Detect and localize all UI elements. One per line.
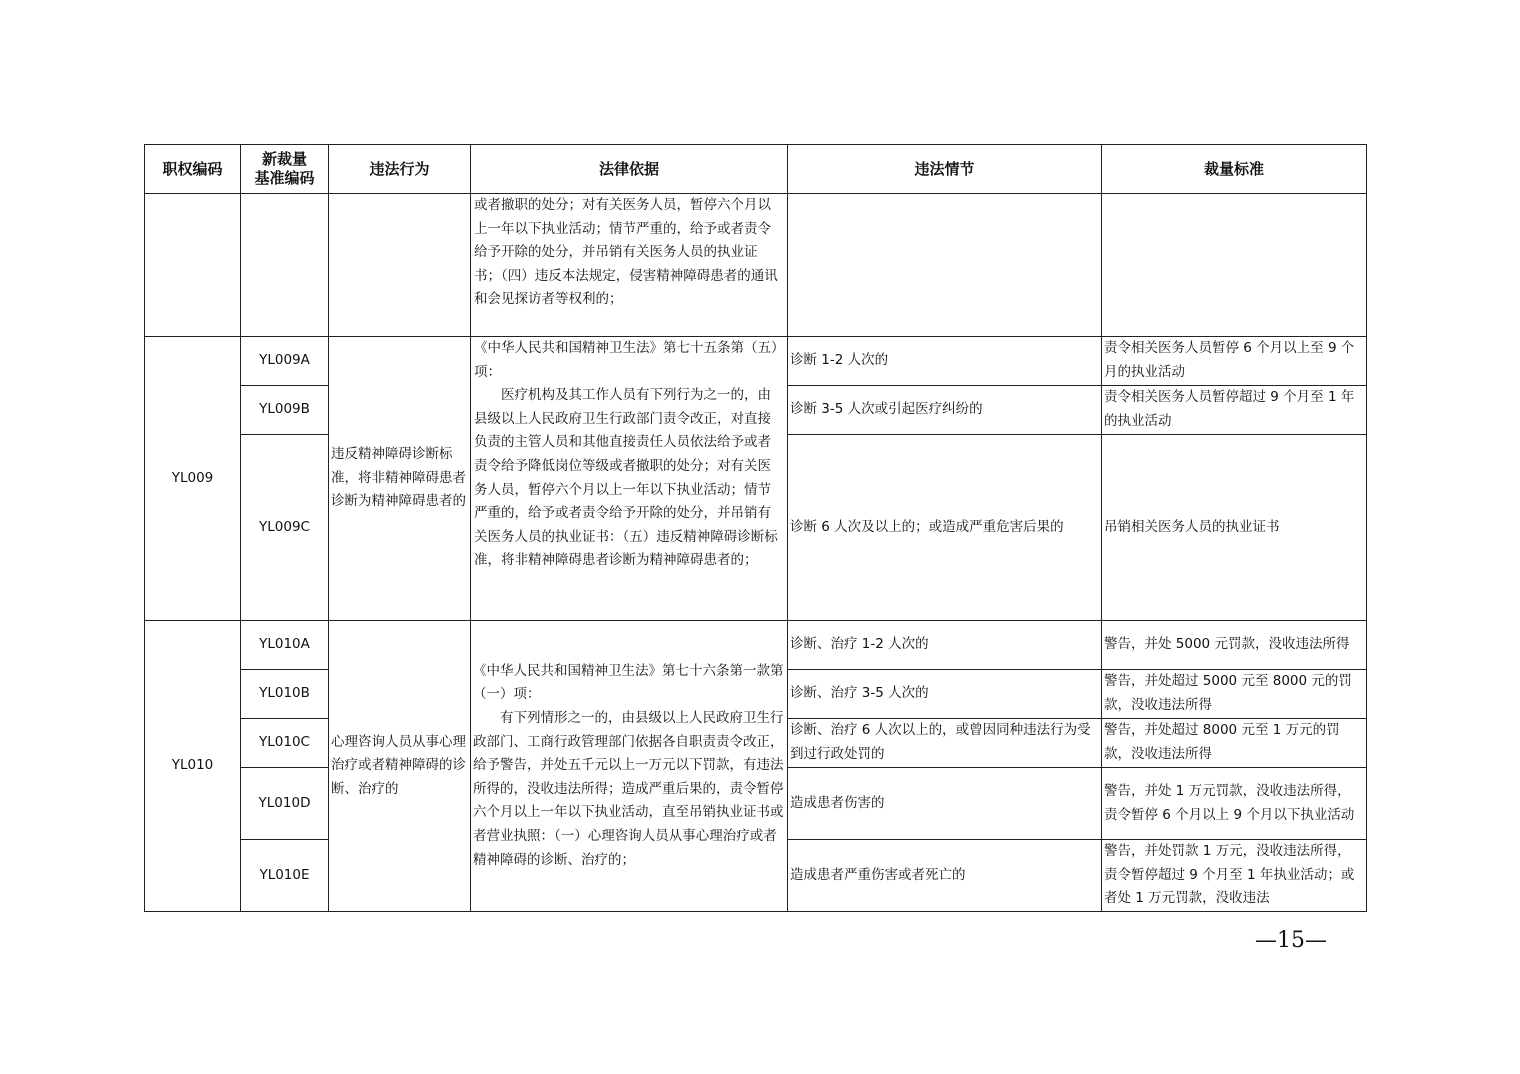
circumstance-cell: 诊断、治疗 3-5 人次的 <box>788 670 1102 719</box>
legal-basis-cell <box>471 337 788 621</box>
circumstance-cell: 诊断 3-5 人次或引起医疗纠纷的 <box>788 386 1102 435</box>
standard-cell: 警告，并处超过 8000 元至 1 万元的罚款，没收违法所得 <box>1102 719 1367 768</box>
circumstance-cell: 造成患者伤害的 <box>788 768 1102 840</box>
standard-cell: 吊销相关医务人员的执业证书 <box>1102 435 1367 621</box>
circumstance-cell: 造成患者严重伤害或者死亡的 <box>788 840 1102 912</box>
table-row <box>145 621 1367 670</box>
authority-code-cell: YL010 <box>145 621 241 912</box>
violation-cell: 违反精神障碍诊断标准，将非精神障碍患者诊断为精神障碍患者的 <box>329 337 471 621</box>
baseline-code-cell: YL009B <box>241 386 329 435</box>
legal-basis-cell <box>471 621 788 912</box>
authority-code-cell: YL009 <box>145 337 241 621</box>
page-number: —15— <box>1255 928 1327 953</box>
header-baseline-code-line1: 新裁量 <box>261 150 307 168</box>
baseline-code-cell: YL010E <box>241 840 329 912</box>
baseline-code-cell: YL009C <box>241 435 329 621</box>
continuation-row <box>145 194 1367 337</box>
circumstance-cell <box>788 194 1102 337</box>
legal-basis-body: 有下列情形之一的，由县级以上人民政府卫生行政部门、工商行政管理部门依据各自职责责令改正，给予警告，并处五千元以上一万元以下罚款，有违法所得的，没收违法所得；造成严重后果的，责令暂停六个月以上一年以下执业活动，直至吊销执业证书或者营业执照：（一）心理咨询人员从事心理治疗或者精神障碍的诊断、治疗的； <box>473 710 784 868</box>
baseline-code-cell: YL010D <box>241 768 329 840</box>
header-circumstance: 违法情节 <box>788 145 1102 194</box>
header-standard: 裁量标准 <box>1102 145 1367 194</box>
legal-basis-cell <box>471 194 788 337</box>
baseline-code-cell: YL010B <box>241 670 329 719</box>
standard-cell: 警告，并处超过 5000 元至 8000 元的罚款，没收违法所得 <box>1102 670 1367 719</box>
header-violation: 违法行为 <box>329 145 471 194</box>
baseline-code-cell: YL010A <box>241 621 329 670</box>
circumstance-cell: 诊断 6 人次及以上的；或造成严重危害后果的 <box>788 435 1102 621</box>
header-baseline-code <box>241 145 329 194</box>
standard-cell: 责令相关医务人员暂停 6 个月以上至 9 个月的执业活动 <box>1102 337 1367 386</box>
table-row <box>145 337 1367 386</box>
legal-basis-body: 医疗机构及其工作人员有下列行为之一的，由县级以上人民政府卫生行政部门责令改正，对直接负责的主管人员和其他直接责任人员依法给予或者责令给予降低岗位等级或者撤职的处分；对有关医务人员，暂停六个月以上一年以下执业活动；情节严重的，给予或者责令给予开除的处分，并吊销有关医务人员的执业证书：（五）违反精神障碍诊断标准，将非精神障碍患者诊断为精神障碍患者的； <box>474 387 778 569</box>
standard-cell: 责令相关医务人员暂停超过 9 个月至 1 年的执业活动 <box>1102 386 1367 435</box>
baseline-code-cell <box>241 194 329 337</box>
standard-cell: 警告，并处 5000 元罚款，没收违法所得 <box>1102 621 1367 670</box>
circumstance-cell: 诊断 1-2 人次的 <box>788 337 1102 386</box>
header-row <box>145 145 1367 194</box>
baseline-code-cell: YL010C <box>241 719 329 768</box>
baseline-code-cell: YL009A <box>241 337 329 386</box>
header-authority-code: 职权编码 <box>145 145 241 194</box>
header-baseline-code-line2: 基准编码 <box>254 169 315 187</box>
regulation-table <box>144 144 1367 912</box>
authority-code-cell <box>145 194 241 337</box>
circumstance-cell: 诊断、治疗 6 人次以上的，或曾因同种违法行为受到过行政处罚的 <box>788 719 1102 768</box>
violation-cell <box>329 194 471 337</box>
legal-basis-title: 《中华人民共和国精神卫生法》第七十六条第一款第（一）项： <box>473 662 784 703</box>
violation-cell: 心理咨询人员从事心理治疗或者精神障碍的诊断、治疗的 <box>329 621 471 912</box>
legal-basis-text: 或者撤职的处分；对有关医务人员，暂停六个月以上一年以下执业活动；情节严重的，给予或者责令给予开除的处分，并吊销有关医务人员的执业证书；（四）违反本法规定，侵害精神障碍患者的通讯和会见探访者等权利的； <box>474 197 778 308</box>
standard-cell: 警告，并处罚款 1 万元，没收违法所得，责令暂停超过 9 个月至 1 年执业活动；或者处 1 万元罚款，没收违法 <box>1102 840 1367 912</box>
standard-cell: 警告，并处 1 万元罚款，没收违法所得，责令暂停 6 个月以上 9 个月以下执业活动 <box>1102 768 1367 840</box>
header-legal-basis: 法律依据 <box>471 145 788 194</box>
standard-cell <box>1102 194 1367 337</box>
circumstance-cell: 诊断、治疗 1-2 人次的 <box>788 621 1102 670</box>
legal-basis-title: 《中华人民共和国精神卫生法》第七十五条第（五）项： <box>474 340 778 380</box>
